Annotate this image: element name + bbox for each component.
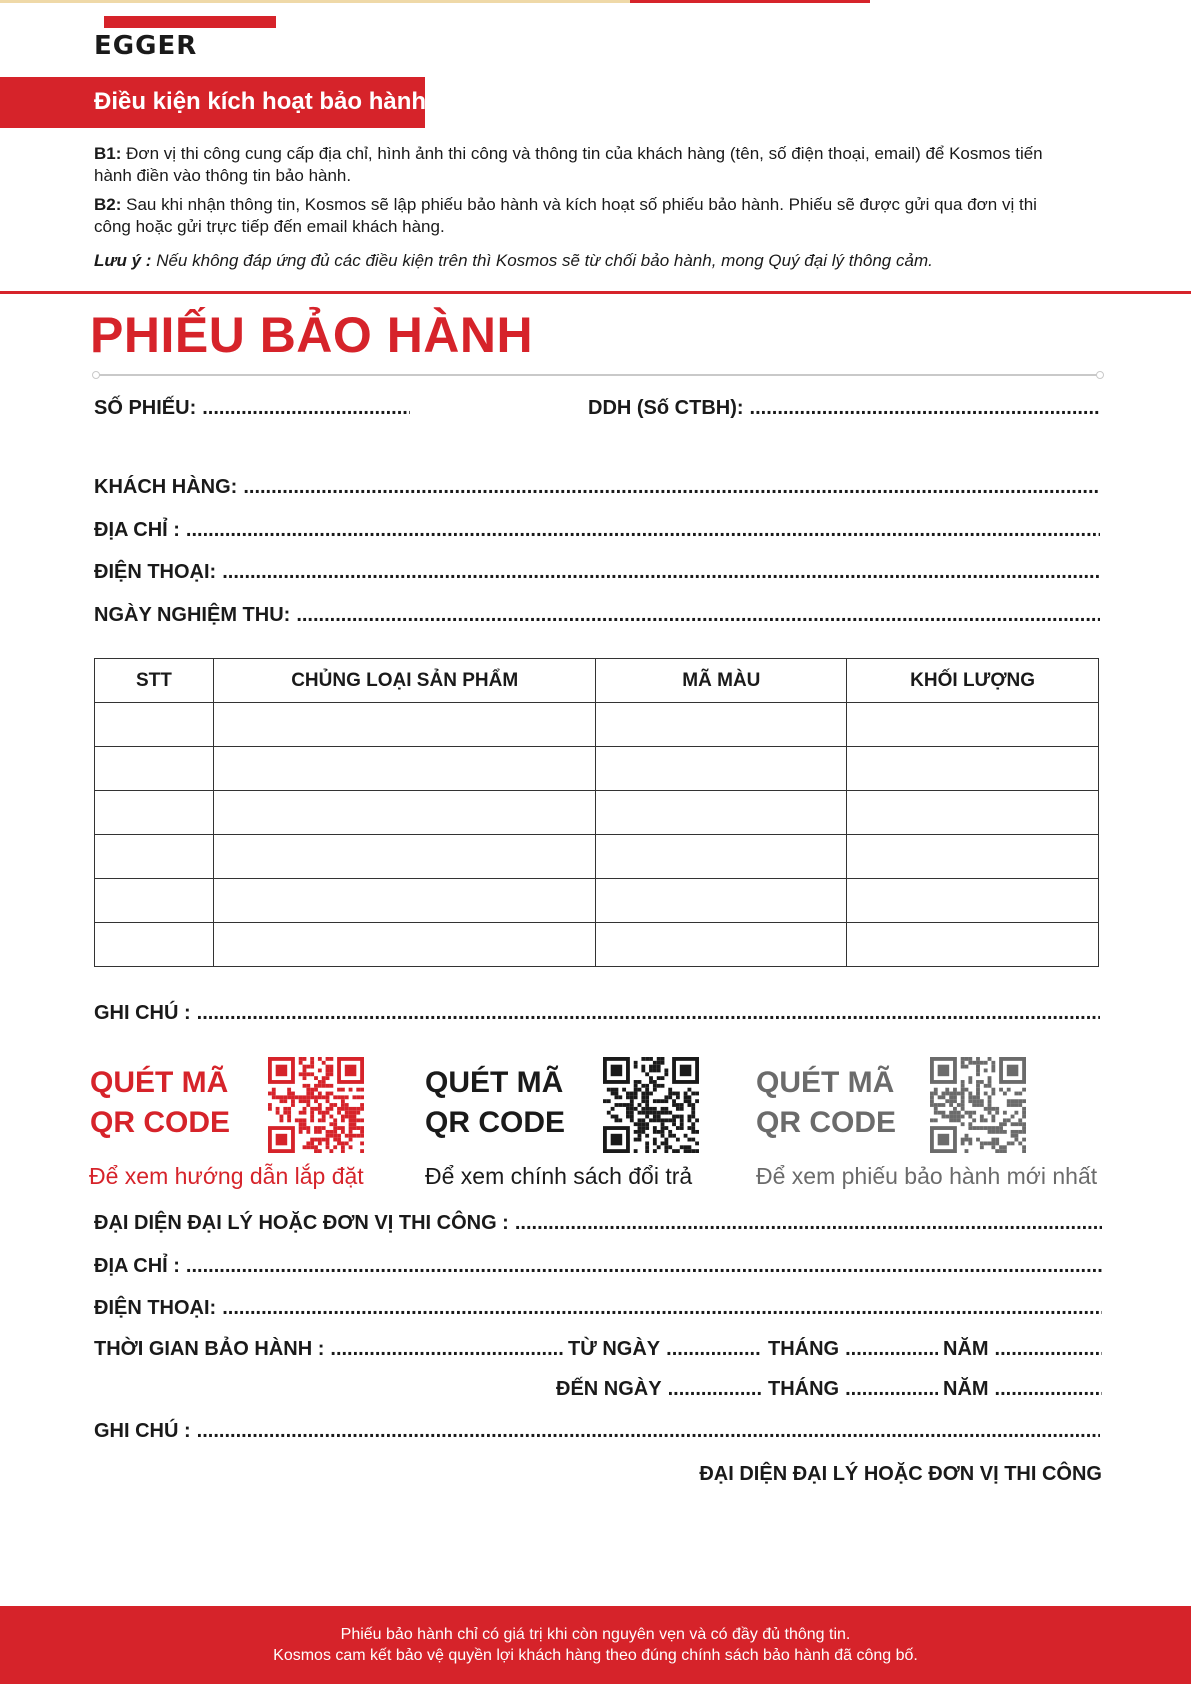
agent-ghi-chu-field[interactable] [94,1420,1100,1443]
agent-dia-chi-field[interactable] [94,1255,1102,1278]
table-cell[interactable] [596,923,847,967]
khach-hang-label: KHÁCH HÀNG: [94,476,238,498]
note [94,250,1054,272]
table-cell[interactable] [596,879,847,923]
table-cell[interactable] [596,835,847,879]
table-cell[interactable] [847,791,1099,835]
agent-dien-thoai-label: ĐIỆN THOẠI: [94,1297,217,1319]
column-header-quantity: KHỐI LƯỢNG [847,659,1099,703]
column-header-product-type: CHỦNG LOẠI SẢN PHẨM [213,659,596,703]
qr-title-line2: QR CODE [425,1106,566,1139]
signature-label: ĐẠI DIỆN ĐẠI LÝ HOẶC ĐƠN VỊ THI CÔNG [699,1463,1102,1485]
qr-title-line1: QUÉT MÃ [756,1066,895,1099]
ghi-chu-label: GHI CHÚ : [94,1002,191,1024]
step-b2 [94,194,1054,238]
table-cell[interactable] [847,923,1099,967]
ddh-field[interactable] [588,397,1100,420]
dien-thoai-field[interactable] [94,561,1100,584]
den-nam-label: NĂM [943,1378,989,1400]
dia-chi-field[interactable] [94,519,1100,542]
qr-title-line1: QUÉT MÃ [425,1066,564,1099]
section-divider [0,291,1191,294]
thoi-gian-field[interactable] [94,1338,564,1361]
table-cell[interactable] [596,791,847,835]
den-ngay-label: ĐẾN NGÀY [556,1378,662,1400]
step-b1-text: Đơn vị thi công cung cấp địa chỉ, hình ảnh thi công và thông tin của khách hàng (tên, số điện thoại, email) để Kosmos tiến hành điền vào thông tin bảo hành. [94,144,1043,185]
table-cell[interactable] [213,791,596,835]
product-table [94,658,1099,967]
footer-line-1: Phiếu bảo hành chỉ có giá trị khi còn nguyên vẹn và có đầy đủ thông tin. [340,1626,851,1643]
qr-code-icon[interactable] [930,1057,1026,1153]
qr-block-install [90,1063,230,1143]
step-b2-label: B2: [94,195,122,214]
tu-nam-label: NĂM [943,1338,989,1360]
title-underline [96,374,1100,376]
qr-code-icon[interactable] [603,1057,699,1153]
den-ngay-field[interactable] [556,1378,762,1401]
dai-dien-field[interactable] [94,1212,1102,1235]
table-cell[interactable] [213,879,596,923]
table-cell[interactable] [95,703,214,747]
column-header-stt: STT [95,659,214,703]
table-row [95,747,1099,791]
top-accent-strip [0,0,630,3]
khach-hang-field[interactable] [94,476,1100,499]
dai-dien-label: ĐẠI DIỆN ĐẠI LÝ HOẶC ĐƠN VỊ THI CÔNG : [94,1212,509,1234]
agent-dien-thoai-field[interactable] [94,1297,1102,1320]
qr-title-line2: QR CODE [756,1106,897,1139]
logo-text: EGGER [94,31,198,61]
step-b1 [94,143,1054,187]
den-thang-label: THÁNG [768,1378,840,1400]
ngay-nghiem-thu-field[interactable] [94,604,1100,627]
table-cell[interactable] [95,747,214,791]
qr-title-line1: QUÉT MÃ [90,1066,229,1099]
footer [0,1606,1191,1684]
qr-code-icon[interactable] [268,1057,364,1153]
thoi-gian-label: THỜI GIAN BẢO HÀNH : [94,1338,325,1360]
qr-caption-install: Để xem hướng dẫn lắp đặt [89,1163,364,1189]
table-cell[interactable] [95,923,214,967]
table-row [95,879,1099,923]
dien-thoai-label: ĐIỆN THOẠI: [94,561,217,583]
agent-ghi-chu-label: GHI CHÚ : [94,1420,191,1442]
ngay-nghiem-thu-label: NGÀY NGHIỆM THU: [94,604,291,626]
table-header-row [95,659,1099,703]
column-header-color-code: MÃ MÀU [596,659,847,703]
tu-thang-field[interactable] [768,1338,938,1361]
table-cell[interactable] [847,703,1099,747]
tu-ngay-field[interactable] [568,1338,762,1361]
table-cell[interactable] [95,879,214,923]
table-cell[interactable] [213,923,596,967]
tu-ngay-label: TỪ NGÀY [568,1338,661,1360]
table-row [95,791,1099,835]
table-row [95,923,1099,967]
table-cell[interactable] [847,835,1099,879]
ghi-chu-field[interactable] [94,1002,1100,1025]
page-title: PHIẾU BẢO HÀNH [90,307,534,363]
table-cell[interactable] [596,703,847,747]
egger-logo [94,16,276,61]
footer-line-2: Kosmos cam kết bảo vệ quyền lợi khách hàng theo đúng chính sách bảo hành đã công bố. [273,1647,918,1664]
table-cell[interactable] [95,791,214,835]
step-b1-label: B1: [94,144,122,163]
den-nam-field[interactable] [943,1378,1102,1401]
table-cell[interactable] [213,703,596,747]
ddh-label: DDH (Số CTBH): [588,397,744,419]
note-label: Lưu ý : [94,251,152,270]
den-thang-field[interactable] [768,1378,938,1401]
qr-caption-return-policy: Để xem chính sách đổi trả [425,1163,693,1189]
conditions-title: Điều kiện kích hoạt bảo hành [94,88,427,115]
tu-nam-field[interactable] [943,1338,1102,1361]
qr-block-return-policy [425,1063,565,1143]
table-row [95,703,1099,747]
table-cell[interactable] [213,835,596,879]
qr-title-line2: QR CODE [90,1106,231,1139]
table-cell[interactable] [847,747,1099,791]
so-phieu-field[interactable] [94,397,410,420]
note-text: Nếu không đáp ứng đủ các điều kiện trên thì Kosmos sẽ từ chối bảo hành, mong Quý đại lý thông cảm. [156,251,933,270]
table-cell[interactable] [847,879,1099,923]
top-accent-strip-red [630,0,870,3]
qr-caption-latest-warranty: Để xem phiếu bảo hành mới nhất [756,1163,1098,1189]
so-phieu-label: SỐ PHIẾU: [94,397,197,419]
agent-dia-chi-label: ĐỊA CHỈ : [94,1255,180,1277]
table-cell[interactable] [95,835,214,879]
step-b2-text: Sau khi nhận thông tin, Kosmos sẽ lập phiếu bảo hành và kích hoạt số phiếu bảo hành. Phiếu sẽ được gửi qua đơn vị thi công hoặc gửi trực tiếp đến email khách hàng. [94,195,1037,236]
table-row [95,835,1099,879]
dia-chi-label: ĐỊA CHỈ : [94,519,180,541]
table-cell[interactable] [213,747,596,791]
tu-thang-label: THÁNG [768,1338,840,1360]
table-cell[interactable] [596,747,847,791]
qr-block-latest-warranty [756,1063,896,1143]
